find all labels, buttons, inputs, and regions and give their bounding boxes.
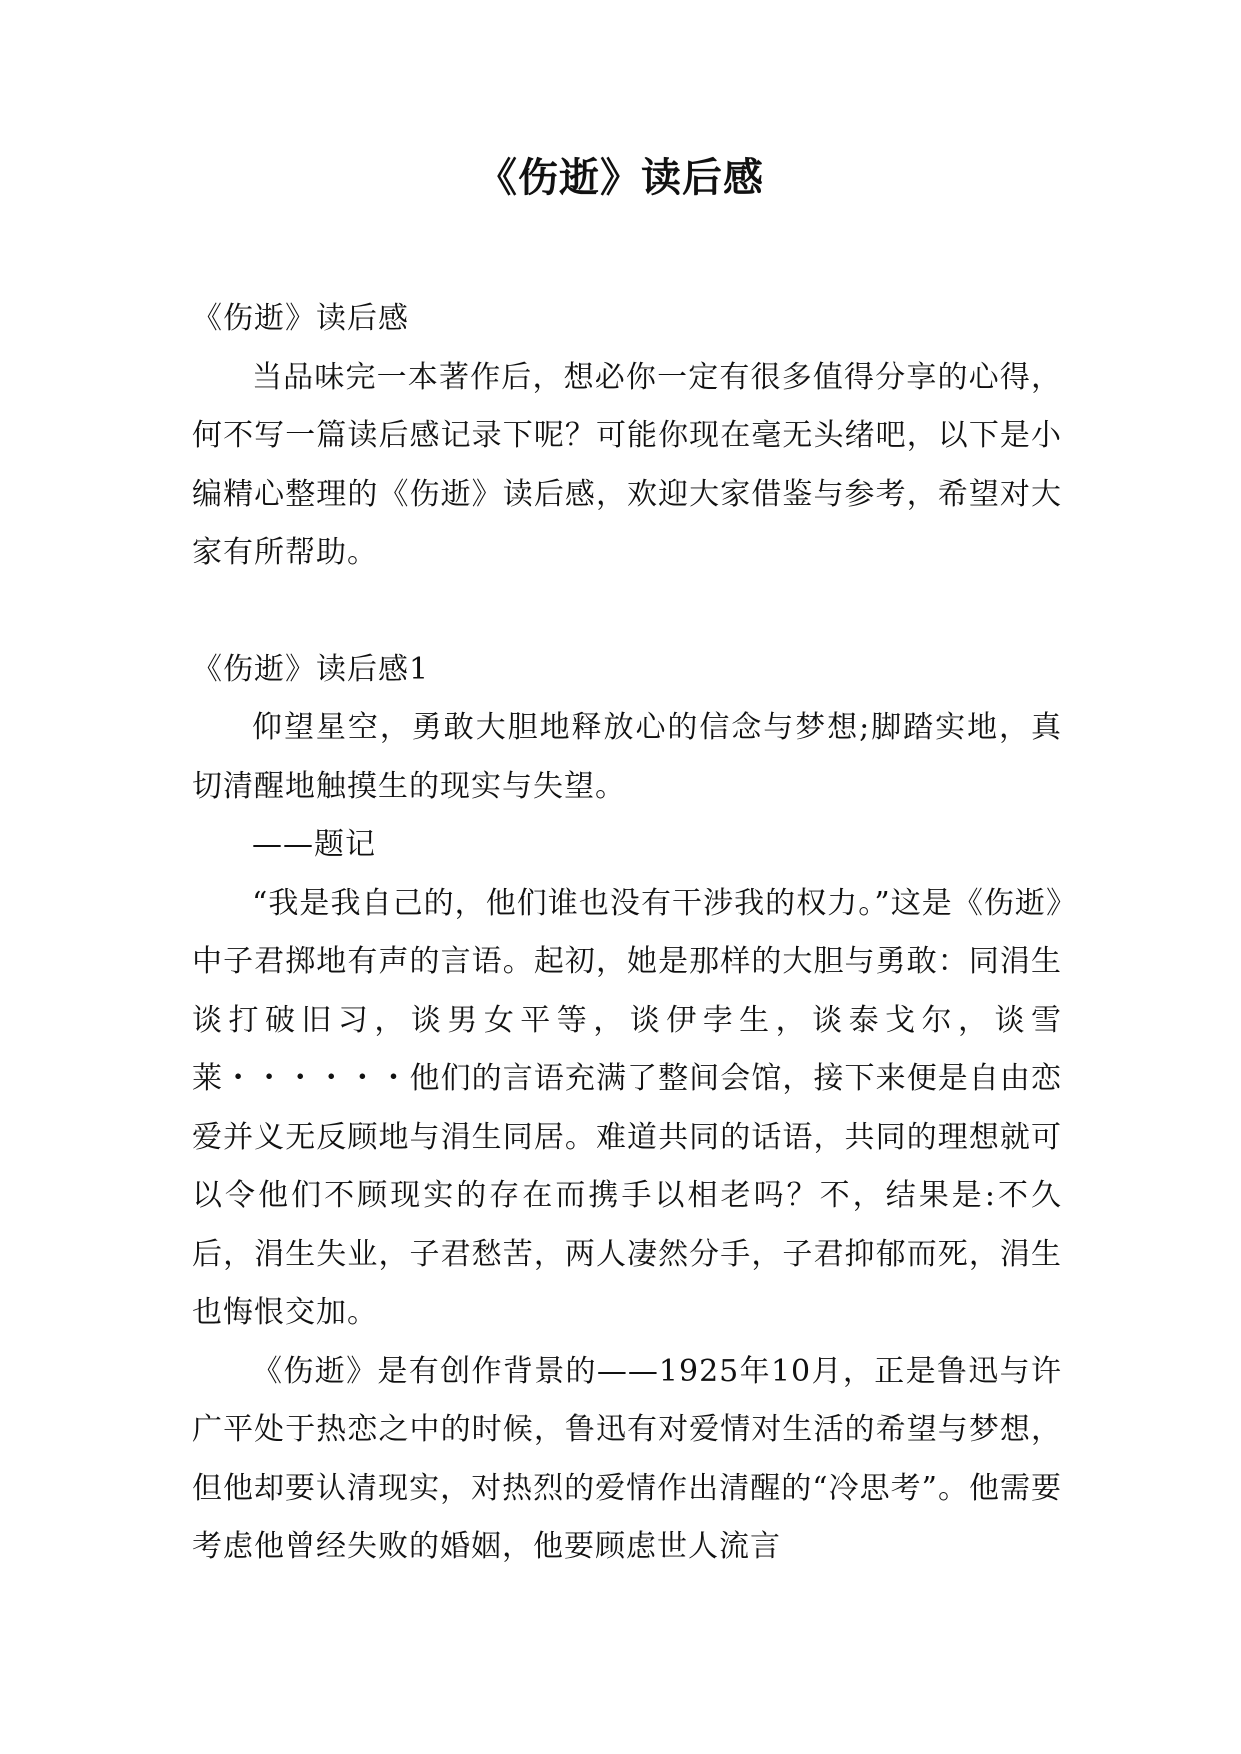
section-spacer xyxy=(192,583,1062,641)
body-paragraph-1: “我是我自己的，他们谁也没有干涉我的权力。”这是《伤逝》中子君掷地有声的言语。起初，她是那样的大胆与勇敢：同涓生谈打破旧习，谈男女平等，谈伊孛生，谈泰戈尔，谈雪莱・・・・・・他们的言语充满了整间会馆，接下来便是自由恋爱并义无反顾地与涓生同居。难道共同的话语，共同的理想就可以令他们不顾现实的存在而携手以相老吗？不，结果是:不久后，涓生失业，子君愁苦，两人凄然分手，子君抑郁而死，涓生也悔恨交加。 xyxy=(192,885,1062,1330)
intro-paragraph: 当品味完一本著作后，想必你一定有很多值得分享的心得，何不写一篇读后感记录下呢？可能你现在毫无头绪吧，以下是小编精心整理的《伤逝》读后感，欢迎大家借鉴与参考，希望对大家有所帮助。 xyxy=(192,359,1062,570)
section1-heading: 《伤逝》读后感1 xyxy=(192,651,430,687)
epigraph: 仰望星空，勇敢大胆地释放心的信念与梦想;脚踏实地，真切清醒地触摸生的现实与失望。 xyxy=(192,710,1062,804)
document-body xyxy=(192,290,1062,1577)
document-title: 《伤逝》读后感 xyxy=(477,155,764,201)
body-paragraph-2: 《伤逝》是有创作背景的——1925年10月，正是鲁迅与许广平处于热恋之中的时候，鲁迅有对爱情对生活的希望与梦想，但他却要认清现实，对热烈的爱情作出清醒的“冷思考”。他需要考虑他曾经失败的婚姻，他要顾虑世人流言 xyxy=(192,1353,1062,1564)
intro-heading: 《伤逝》读后感 xyxy=(192,301,409,336)
epigraph-attribution: ——题记 xyxy=(252,827,376,862)
